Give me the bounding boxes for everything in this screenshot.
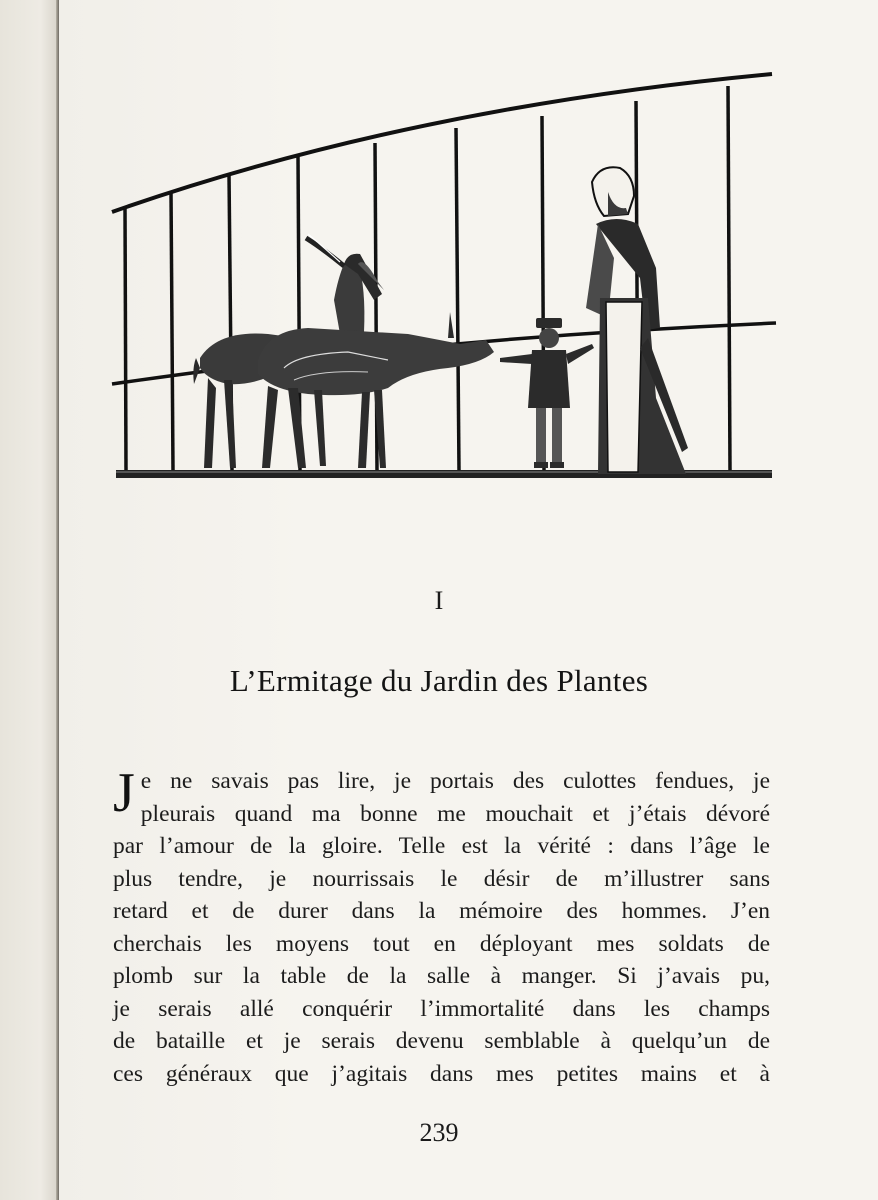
drop-cap: J bbox=[113, 762, 135, 824]
text-line: plomb sur la table de la salle à manger. Si j’avais pu, bbox=[113, 963, 770, 989]
text-line: retard et de durer dans la mémoire des hommes. J’en bbox=[113, 898, 770, 924]
antelope-raised-head bbox=[306, 234, 384, 334]
text-line: e ne savais pas lire, je portais des culottes fendues, je bbox=[140, 768, 770, 794]
woodcut-illustration bbox=[108, 68, 780, 488]
text-line: de bataille et je serais devenu semblable à quelqu’un de bbox=[113, 1028, 770, 1054]
chapter-title: L’Ermitage du Jardin des Plantes bbox=[229, 663, 649, 698]
chapter-body-text bbox=[113, 762, 770, 1090]
text-line: pleurais quand ma bonne me mouchait et j’étais dévoré bbox=[140, 800, 770, 827]
enclosure-top-rail bbox=[112, 74, 772, 212]
text-line: cherchais les moyens tout en déployant mes soldats de bbox=[113, 930, 770, 957]
page-number: 239 bbox=[419, 1118, 459, 1147]
chapter-number: I bbox=[434, 586, 444, 615]
text-line: plus tendre, je nourrissais le désir de m’illustrer sans bbox=[113, 865, 770, 892]
text-line: par l’amour de la gloire. Telle est la vérité : dans l’âge le bbox=[113, 833, 770, 859]
text-line: je serais allé conquérir l’immortalité dans les champs bbox=[113, 995, 770, 1022]
text-line: ces généraux que j’agitais dans mes petites mains et à bbox=[113, 1060, 770, 1087]
